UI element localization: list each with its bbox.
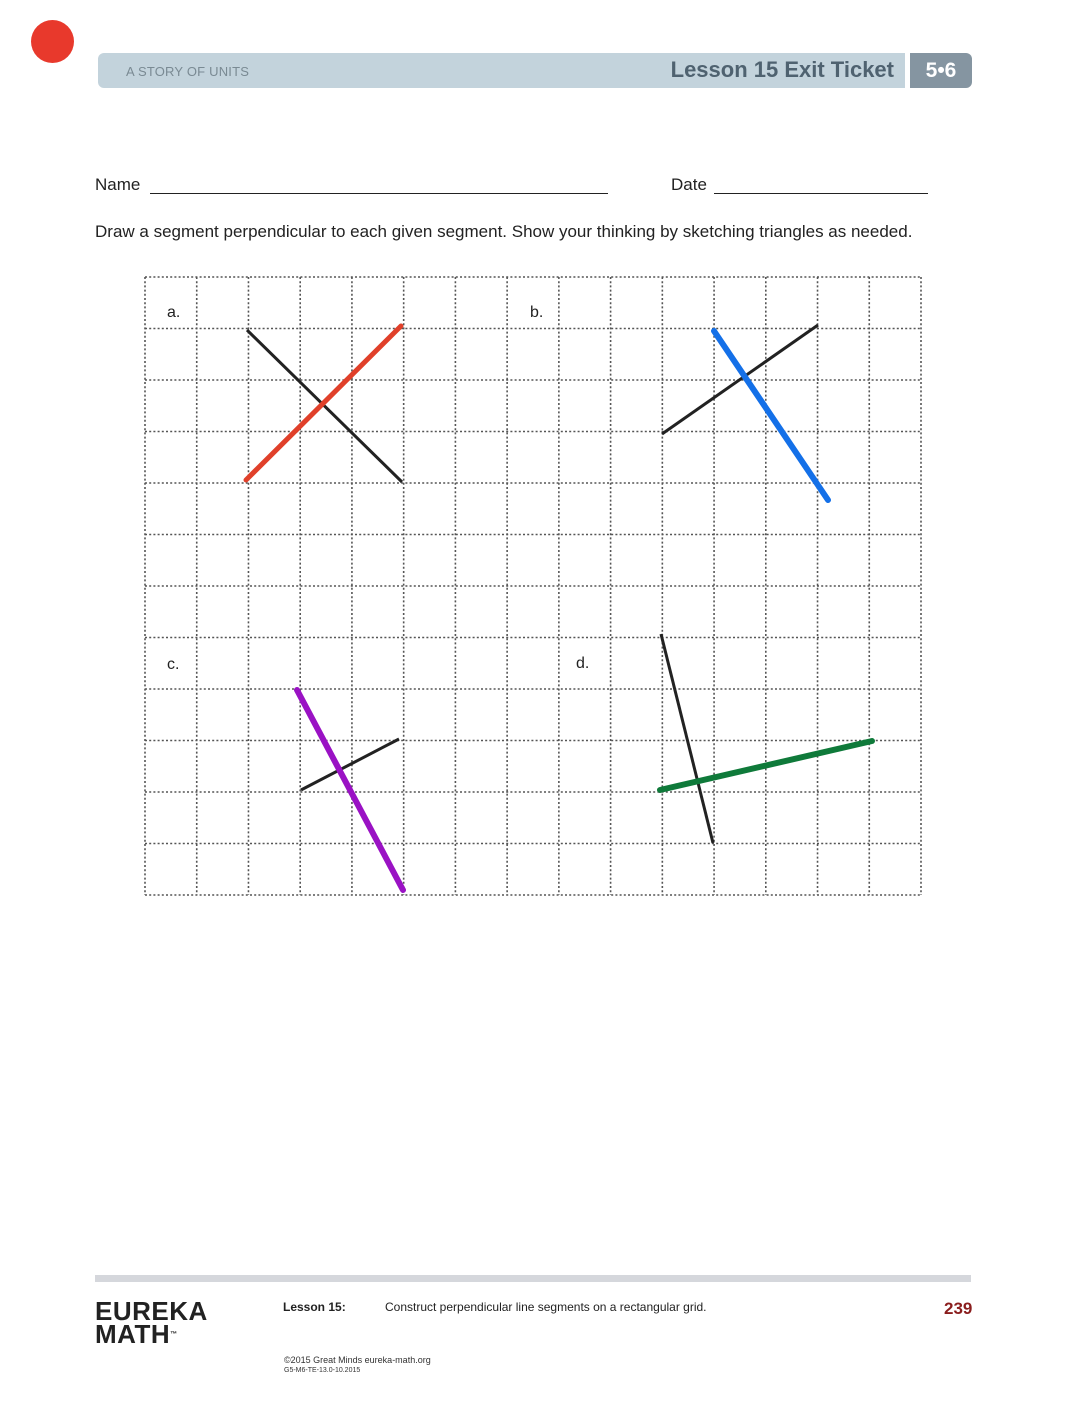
problem-a-label: a. bbox=[167, 304, 181, 321]
problem-d-given-segment bbox=[661, 634, 713, 843]
logo-line-1: EUREKA bbox=[95, 1296, 208, 1326]
logo-line-2: MATH bbox=[95, 1319, 171, 1349]
footer-lesson-label: Lesson 15: bbox=[283, 1300, 346, 1314]
grade-badge: 5•6 bbox=[910, 53, 972, 88]
copyright: ©2015 Great Minds eureka-math.org bbox=[284, 1355, 431, 1365]
lesson-title: Lesson 15 Exit Ticket bbox=[670, 57, 894, 82]
logo-trademark: ™ bbox=[170, 1331, 178, 1338]
series-title: A STORY OF UNITS bbox=[126, 64, 250, 79]
name-field[interactable] bbox=[150, 193, 608, 194]
problem-c-perpendicular-segment bbox=[297, 690, 403, 890]
page-number: 239 bbox=[944, 1299, 973, 1318]
grid-lines bbox=[145, 277, 921, 895]
problem-b-given-segment bbox=[662, 325, 818, 434]
problem-b-label: b. bbox=[530, 304, 544, 321]
date-field[interactable] bbox=[714, 193, 928, 194]
eureka-math-logo bbox=[95, 1296, 208, 1349]
document-code: G5-M6-TE-13.0-10.2015 bbox=[284, 1367, 361, 1374]
instructions: Draw a segment perpendicular to each given segment. Show your thinking by sketching triangles as needed. bbox=[95, 222, 913, 241]
dot-grid bbox=[130, 265, 930, 905]
footer-lesson-description: Construct perpendicular line segments on a rectangular grid. bbox=[385, 1300, 707, 1314]
name-label: Name bbox=[95, 175, 141, 194]
problem-d-label: d. bbox=[576, 655, 590, 672]
problem-c-label: c. bbox=[167, 656, 180, 673]
date-label: Date bbox=[671, 175, 707, 194]
red-dot-marker bbox=[31, 20, 74, 63]
problem-c-given-segment bbox=[301, 739, 399, 790]
footer-rule bbox=[95, 1275, 971, 1282]
